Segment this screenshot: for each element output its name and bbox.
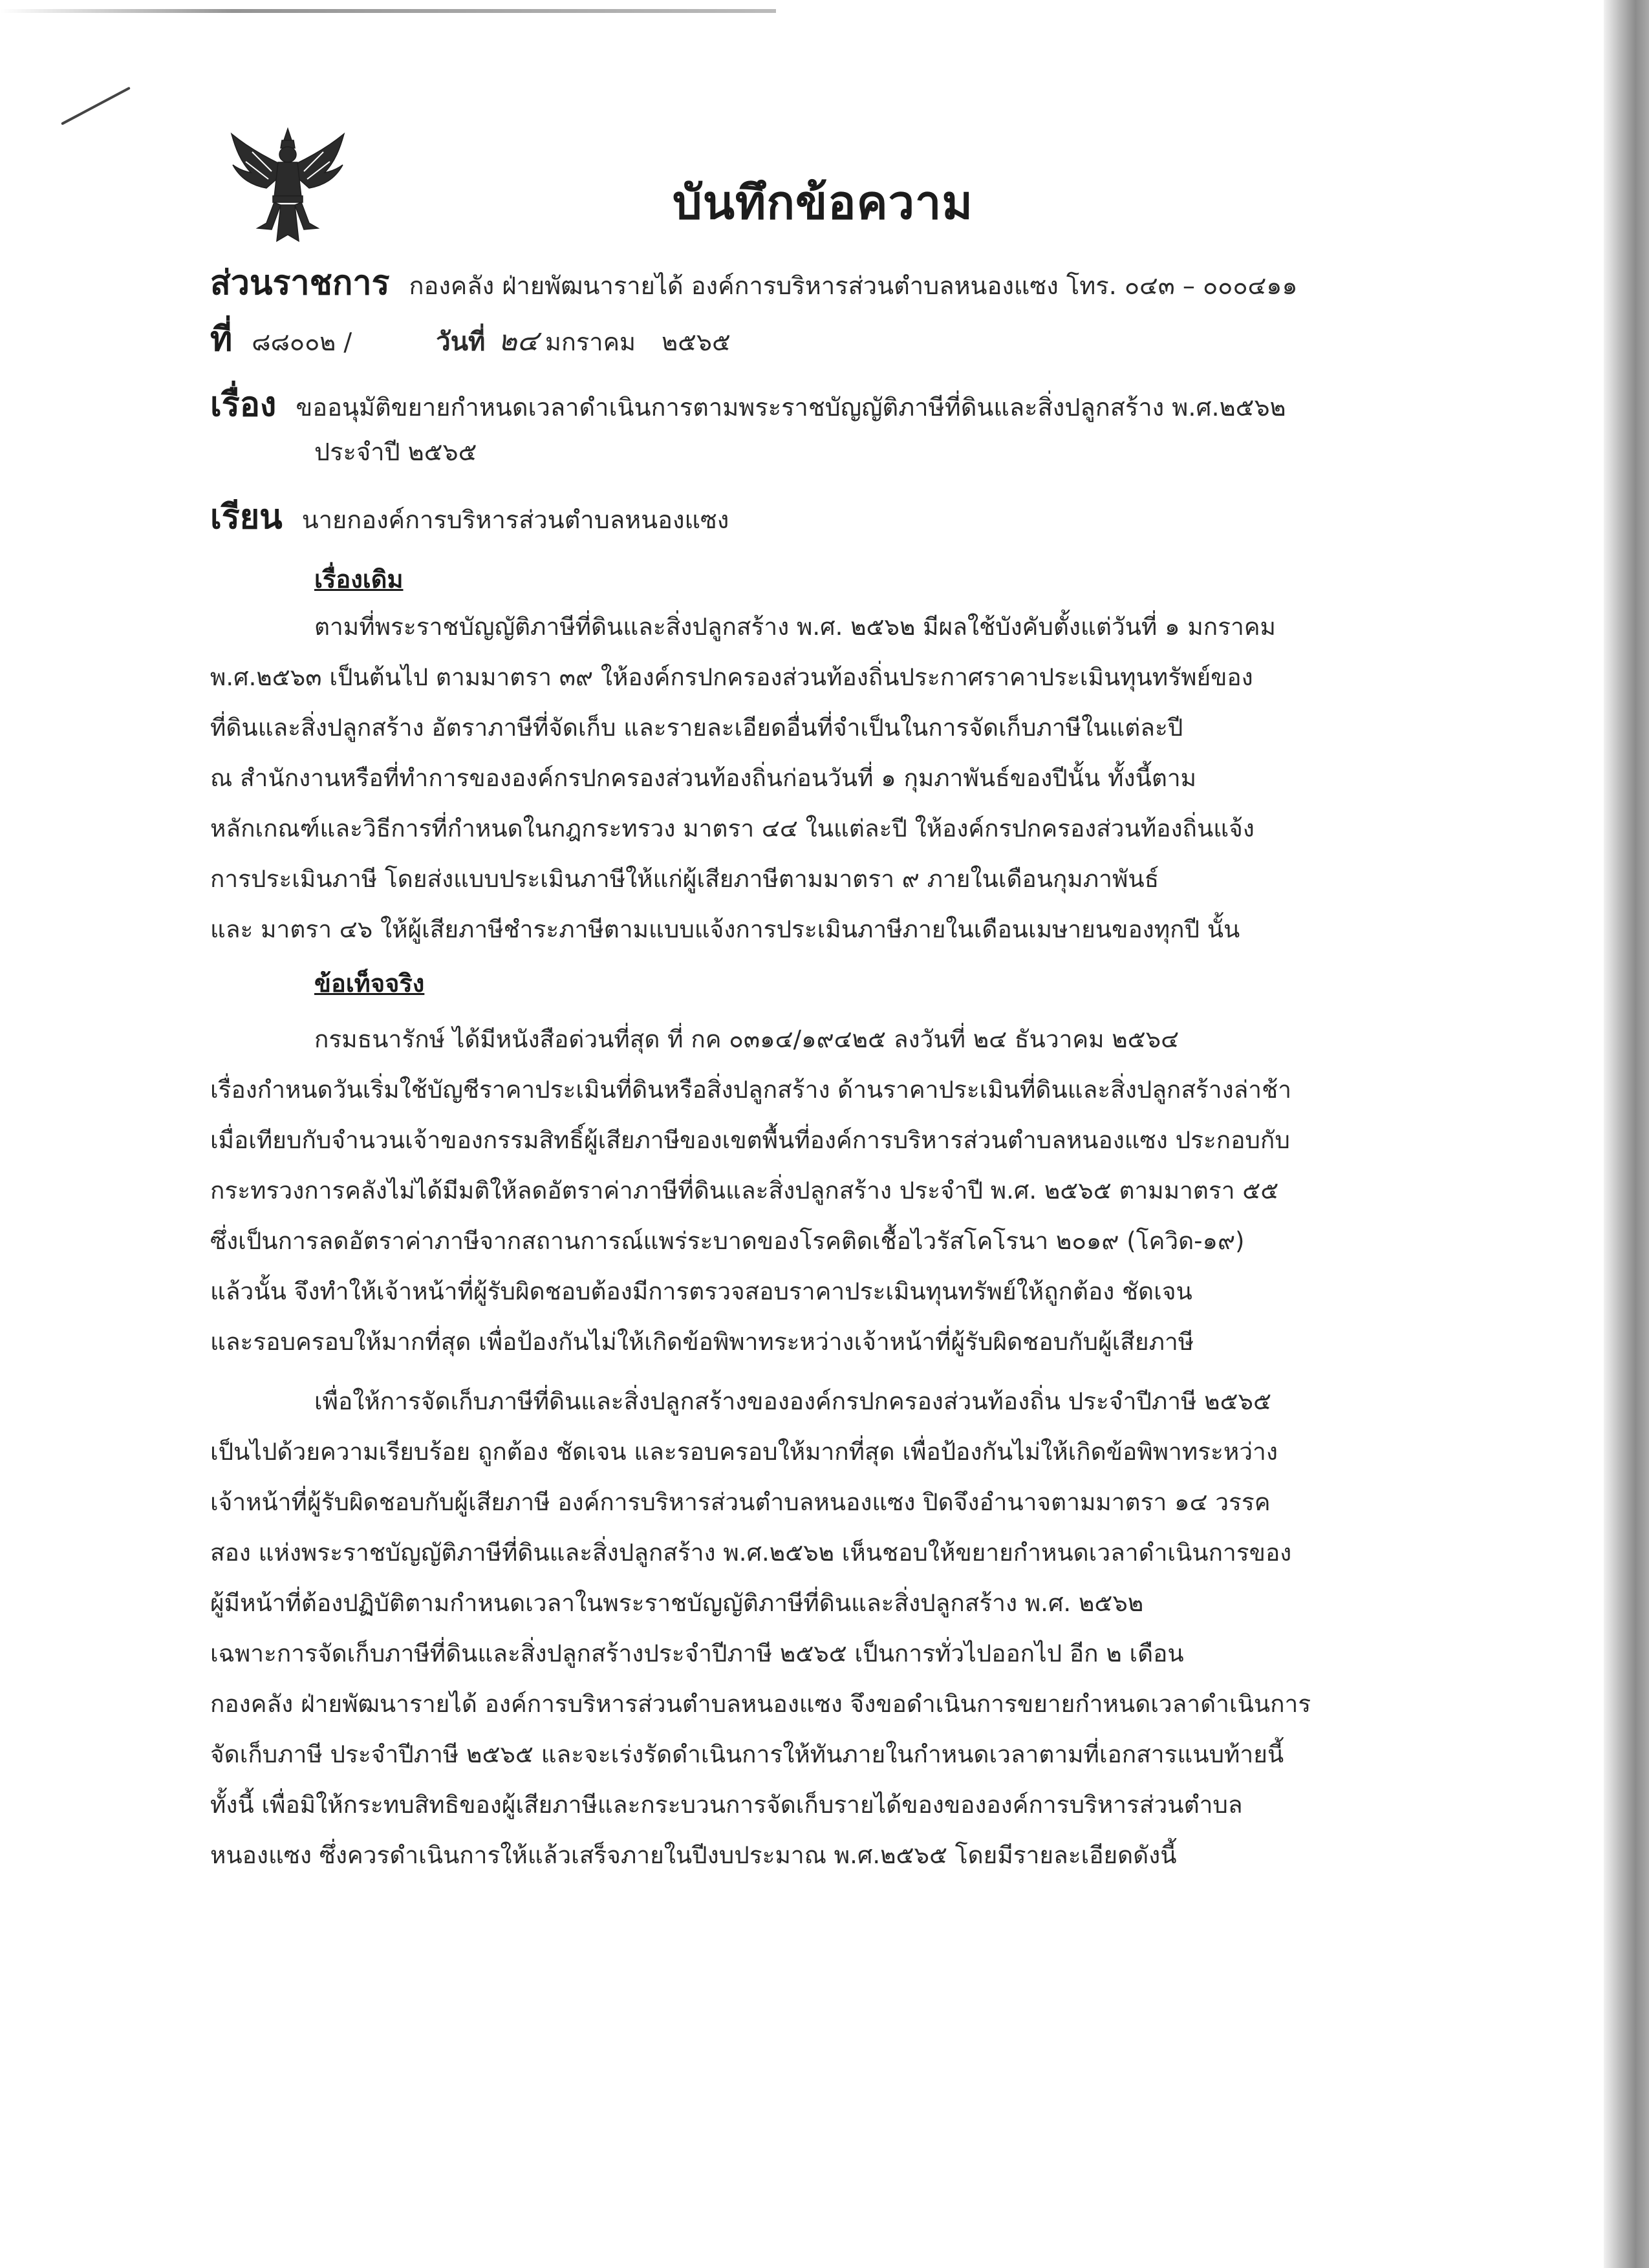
to-value: นายกองค์การบริหารส่วนตำบลหนองแซง: [301, 506, 729, 534]
agency-line: [210, 255, 1298, 309]
date-day: ๒๔: [498, 325, 539, 358]
number-label: ที่: [210, 320, 233, 359]
facts-line: เมื่อเทียบกับจำนวนเจ้าของกรรมสิทธิ์ผู้เสียภาษีของเขตพื้นที่องค์การบริหารส่วนตำบลหนองแซง ประกอบกับ: [210, 1126, 1290, 1154]
background-line: ณ สำนักงานหรือที่ทำการขององค์กรปกครองส่วนท้องถิ่นก่อนวันที่ ๑ กุมภาพันธ์ของปีนั้น ทั้งนี้ตาม: [210, 764, 1197, 792]
to-label: เรียน: [210, 498, 283, 537]
background-line: การประเมินภาษี โดยส่งแบบประเมินภาษีให้แก่ผู้เสียภาษีตามมาตรา ๙ ภายในเดือนกุมภาพันธ์: [210, 865, 1159, 893]
date-year: ๒๕๖๕: [662, 328, 731, 356]
garuda-emblem-icon: [226, 126, 349, 246]
pen-mark: [61, 87, 131, 125]
facts-line: เรื่องกำหนดวันเริ่มใช้บัญชีราคาประเมินที่ดินหรือสิ่งปลูกสร้าง ด้านราคาประเมินที่ดินและสิ่งปลูกสร้างล่าช้า: [210, 1076, 1291, 1104]
purpose-line: ทั้งนี้ เพื่อมิให้กระทบสิทธิของผู้เสียภาษีและกระบวนการจัดเก็บรายได้ของขององค์การบริหารส่วนตำบล: [210, 1791, 1243, 1819]
subject-value-line2: ประจำปี ๒๕๖๕: [314, 438, 477, 466]
scan-artifact-right-edge: [1604, 0, 1649, 2268]
background-line: พ.ศ.๒๕๖๓ เป็นต้นไป ตามมาตรา ๓๙ ให้องค์กรปกครองส่วนท้องถิ่นประกาศราคาประเมินทุนทรัพย์ของ: [210, 663, 1253, 691]
facts-line: กระทรวงการคลังไม่ได้มีมติให้ลดอัตราค่าภาษีที่ดินและสิ่งปลูกสร้าง ประจำปี พ.ศ. ๒๕๖๕ ตามมาตรา ๕๕: [210, 1177, 1279, 1204]
subject-value-line1: ขออนุมัติขยายกำหนดเวลาดำเนินการตามพระราชบัญญัติภาษีที่ดินและสิ่งปลูกสร้าง พ.ศ.๒๕๖๒: [296, 393, 1286, 422]
facts-heading: ข้อเท็จจริง: [314, 969, 425, 998]
facts-line: แล้วนั้น จึงทำให้เจ้าหน้าที่ผู้รับผิดชอบต้องมีการตรวจสอบราคาประเมินทุนทรัพย์ให้ถูกต้อง ชัดเจน: [210, 1278, 1192, 1305]
purpose-line: เฉพาะการจัดเก็บภาษีที่ดินและสิ่งปลูกสร้างประจำปีภาษี ๒๕๖๕ เป็นการทั่วไปออกไป อีก ๒ เดือน: [210, 1640, 1184, 1667]
purpose-line: กองคลัง ฝ่ายพัฒนารายได้ องค์การบริหารส่วนตำบลหนองแซง จึงขอดำเนินการขยายกำหนดเวลาดำเนินการ: [210, 1690, 1311, 1718]
facts-line: ซึ่งเป็นการลดอัตราค่าภาษีจากสถานการณ์แพร่ระบาดของโรคติดเชื้อไวรัสโคโรนา ๒๐๑๙ (โควิด-๑๙): [210, 1227, 1245, 1255]
memo-title: บันทึกข้อความ: [673, 175, 973, 230]
subject-line: [210, 377, 1286, 431]
agency-value: กองคลัง ฝ่ายพัฒนารายได้ องค์การบริหารส่วนตำบลหนองแซง โทร. ๐๔๓ – ๐๐๐๔๑๑: [409, 272, 1298, 300]
purpose-line: หนองแซง ซึ่งควรดำเนินการให้แล้วเสร็จภายในปีงบประมาณ พ.ศ.๒๕๖๕ โดยมีรายละเอียดดังนี้: [210, 1841, 1177, 1869]
purpose-line: ผู้มีหน้าที่ต้องปฏิบัติตามกำหนดเวลาในพระราชบัญญัติภาษีที่ดินและสิ่งปลูกสร้าง พ.ศ. ๒๕๖๒: [210, 1589, 1144, 1617]
scan-artifact-top: [0, 9, 776, 13]
number-date-line: [210, 312, 731, 365]
agency-label: ส่วนราชการ: [210, 264, 390, 303]
facts-line: กรมธนารักษ์ ได้มีหนังสือด่วนที่สุด ที่ กค ๐๓๑๔/๑๙๔๒๕ ลงวันที่ ๒๔ ธันวาคม ๒๕๖๔: [314, 1025, 1180, 1053]
purpose-line: สอง แห่งพระราชบัญญัติภาษีที่ดินและสิ่งปลูกสร้าง พ.ศ.๒๕๖๒ เห็นชอบให้ขยายกำหนดเวลาดำเนินการของ: [210, 1539, 1292, 1567]
purpose-line: เพื่อให้การจัดเก็บภาษีที่ดินและสิ่งปลูกสร้างขององค์กรปกครองส่วนท้องถิ่น ประจำปีภาษี ๒๕๖๕: [314, 1387, 1272, 1415]
background-line: ตามที่พระราชบัญญัติภาษีที่ดินและสิ่งปลูกสร้าง พ.ศ. ๒๕๖๒ มีผลใช้บังคับตั้งแต่วันที่ ๑ มกราคม: [314, 613, 1276, 641]
background-heading: เรื่องเดิม: [314, 565, 404, 594]
date-month: มกราคม: [544, 328, 636, 356]
background-line: หลักเกณฑ์และวิธีการที่กำหนดในกฎกระทรวง มาตรา ๔๔ ในแต่ละปี ให้องค์กรปกครองส่วนท้องถิ่นแจ้ง: [210, 815, 1255, 842]
number-value: ๘๘๐๐๒ /: [252, 328, 352, 356]
background-line: ที่ดินและสิ่งปลูกสร้าง อัตราภาษีที่จัดเก็บ และรายละเอียดอื่นที่จำเป็นในการจัดเก็บภาษีในแต่ละปี: [210, 714, 1183, 742]
to-line: [210, 489, 729, 543]
purpose-line: เป็นไปด้วยความเรียบร้อย ถูกต้อง ชัดเจน และรอบครอบให้มากที่สุด เพื่อป้องกันไม่ให้เกิดข้อพิพาทระหว่าง: [210, 1438, 1278, 1466]
background-line: และ มาตรา ๔๖ ให้ผู้เสียภาษีชำระภาษีตามแบบแจ้งการประเมินภาษีภายในเดือนเมษายนของทุกปี นั้น: [210, 915, 1240, 943]
date-label: วันที่: [436, 327, 486, 357]
subject-label: เรื่อง: [210, 385, 277, 424]
purpose-line: จัดเก็บภาษี ประจำปีภาษี ๒๕๖๕ และจะเร่งรัดดำเนินการให้ทันภายในกำหนดเวลาตามที่เอกสารแนบท้ายนี้: [210, 1740, 1284, 1768]
purpose-line: เจ้าหน้าที่ผู้รับผิดชอบกับผู้เสียภาษี องค์การบริหารส่วนตำบลหนองแซง ปิดจึงอำนาจตามมาตรา ๑๔ วรรค: [210, 1488, 1271, 1516]
facts-line: และรอบครอบให้มากที่สุด เพื่อป้องกันไม่ให้เกิดข้อพิพาทระหว่างเจ้าหน้าที่ผู้รับผิดชอบกับผู้เสียภาษี: [210, 1328, 1194, 1356]
